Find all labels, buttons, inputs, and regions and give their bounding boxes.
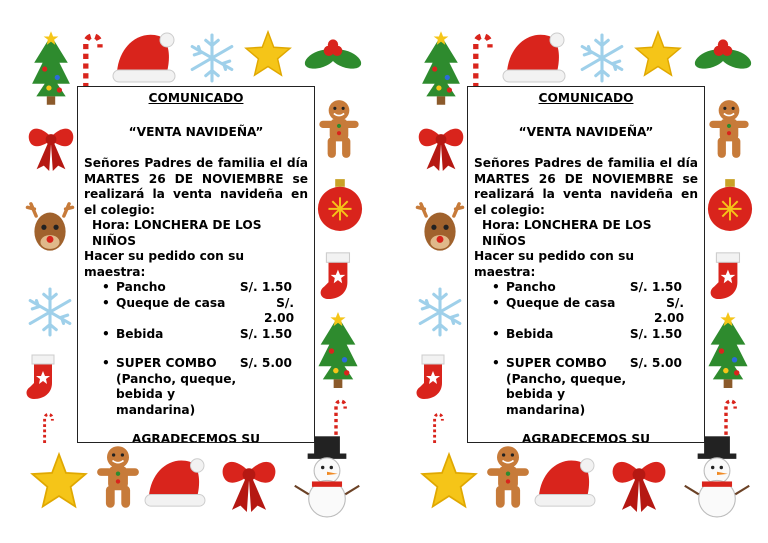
stocking-icon — [414, 350, 454, 406]
item-name: • Queque de casa — [116, 295, 226, 310]
item-price: S/. 1.50 — [629, 280, 682, 294]
christmas-tree-icon — [316, 312, 360, 388]
menu-list — [474, 280, 698, 418]
menu-list — [84, 280, 308, 418]
snowman-icon — [684, 432, 750, 518]
gingerbread-man-icon — [486, 444, 530, 510]
notice-title: COMUNICADO — [538, 91, 634, 105]
notice-thanks: AGRADECEMOS SU — [521, 432, 651, 443]
combo-name: • SUPER COMBO — [506, 356, 607, 370]
snowflake-icon — [186, 32, 238, 84]
christmas-tree-icon — [706, 312, 750, 388]
gingerbread-man-icon — [96, 444, 140, 510]
snowflake-icon — [24, 286, 76, 338]
candy-cane-icon — [20, 410, 76, 444]
red-bow-icon — [216, 448, 282, 512]
notice-card — [77, 86, 315, 443]
item-price: S/. 2.00 — [264, 295, 295, 325]
reindeer-icon — [414, 194, 466, 264]
item-name: • Bebida — [506, 326, 554, 341]
stocking-icon — [24, 350, 64, 406]
ornament-icon — [706, 178, 754, 234]
christmas-tree-icon — [420, 30, 462, 106]
candy-cane-icon — [316, 396, 364, 436]
snowflake-icon — [576, 32, 628, 84]
notice-body: Señores Padres de familia el día MARTES 26 DE NOVIEMBRE se realizará la venta navideña en el colegio: — [84, 156, 308, 217]
item-price: S/. 1.50 — [239, 326, 292, 341]
holly-icon — [692, 28, 754, 86]
notice-body: Señores Padres de familia el día MARTES 26 DE NOVIEMBRE se realizará la venta navideña en el colegio: — [474, 156, 698, 217]
notice-subtitle: “VENTA NAVIDEÑA” — [518, 124, 654, 139]
christmas-tree-icon — [30, 30, 72, 106]
star-icon — [634, 30, 682, 78]
notice-hora: Hora: LONCHERA DE LOS NIÑOS — [482, 218, 652, 248]
notice-subtitle: “VENTA NAVIDEÑA” — [128, 124, 264, 139]
santa-hat-icon — [108, 26, 180, 86]
item-name: • Bebida — [116, 326, 164, 341]
candy-cane-icon — [410, 410, 466, 444]
snowflake-icon — [414, 286, 466, 338]
item-name: • Pancho — [116, 280, 166, 294]
stocking-icon — [708, 248, 750, 306]
santa-hat-icon — [140, 452, 210, 510]
combo-description: (Pancho, queque, bebida y mandarina) — [116, 371, 237, 417]
list-item — [84, 296, 308, 327]
list-item-combo — [84, 356, 308, 418]
star-icon — [420, 452, 478, 510]
holly-icon — [302, 28, 364, 86]
combo-price: S/. 5.00 — [239, 356, 292, 370]
candy-cane-icon — [468, 28, 496, 90]
red-bow-icon — [606, 448, 672, 512]
red-bow-icon — [24, 116, 78, 172]
stocking-icon — [318, 248, 360, 306]
notice-title: COMUNICADO — [148, 91, 244, 105]
star-icon — [30, 452, 88, 510]
gingerbread-man-icon — [708, 98, 750, 160]
item-price: S/. 1.50 — [239, 280, 292, 294]
item-name: • Pancho — [506, 280, 556, 294]
santa-hat-icon — [530, 452, 600, 510]
list-item — [474, 280, 698, 296]
notice-card — [467, 86, 705, 443]
snowman-icon — [294, 432, 360, 518]
item-price: S/. 1.50 — [629, 326, 682, 341]
notice-thanks: AGRADECEMOS SU — [131, 432, 261, 443]
list-item — [474, 327, 698, 343]
combo-description: (Pancho, queque, bebida y mandarina) — [506, 371, 627, 417]
item-price: S/. 2.00 — [654, 295, 685, 325]
list-item — [84, 280, 308, 296]
gingerbread-man-icon — [318, 98, 360, 160]
list-item — [474, 296, 698, 327]
combo-name: • SUPER COMBO — [116, 356, 217, 370]
notice-pedido: Hacer su pedido con su maestra: — [474, 249, 635, 279]
santa-hat-icon — [498, 26, 570, 86]
reindeer-icon — [24, 194, 76, 264]
notice-pedido: Hacer su pedido con su maestra: — [84, 249, 245, 279]
list-item — [84, 327, 308, 343]
star-icon — [244, 30, 292, 78]
red-bow-icon — [414, 116, 468, 172]
notice-hora: Hora: LONCHERA DE LOS NIÑOS — [92, 218, 262, 248]
candy-cane-icon — [706, 396, 754, 436]
flyer-right — [390, 0, 768, 543]
item-name: • Queque de casa — [506, 295, 616, 310]
candy-cane-icon — [78, 28, 106, 90]
combo-price: S/. 5.00 — [629, 356, 682, 370]
ornament-icon — [316, 178, 364, 234]
list-item-combo — [474, 356, 698, 418]
